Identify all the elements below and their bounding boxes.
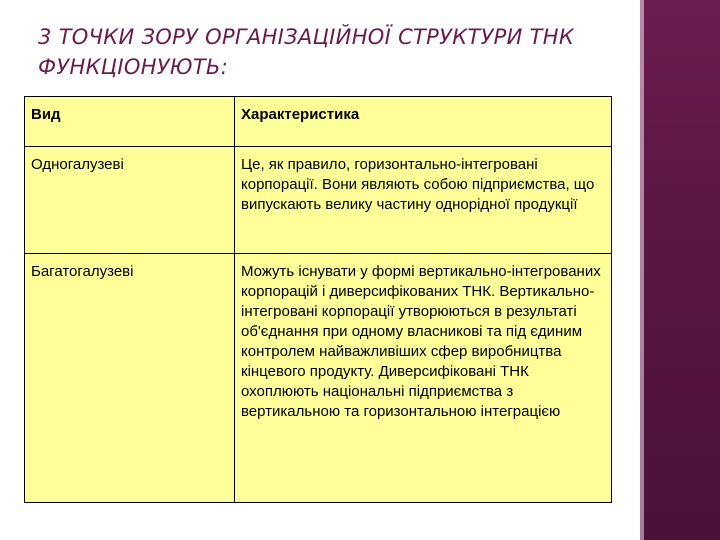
header-kind: Вид bbox=[25, 97, 235, 147]
header-characteristic: Характеристика bbox=[235, 97, 612, 147]
cell-kind: Багатогалузеві bbox=[25, 254, 235, 503]
table-row bbox=[25, 254, 612, 503]
table-header-row bbox=[25, 97, 612, 147]
structure-table bbox=[24, 96, 612, 503]
cell-description: Це, як правило, горизонтально-інтегровані корпорації. Вони являють собою підприємства, що випускають велику частину однорідної продукції bbox=[235, 147, 612, 254]
cell-description: Можуть існувати у формі вертикально-інтегрованих корпорацій і диверсифікованих ТНК. Вертикально-інтегровані корпорації утворюються в результаті об'єднання при одному власникові та під єдиним контролем найважливіших сфер виробництва кінцевого продукту. Диверсифіковані ТНК охоплюють національні підприємства з вертикальною та горизонтальною інтеграцією bbox=[235, 254, 612, 503]
side-band bbox=[644, 0, 720, 540]
table-row bbox=[25, 147, 612, 254]
cell-kind: Одногалузеві bbox=[25, 147, 235, 254]
slide-title: 3 ТОЧКИ ЗОРУ ОРГАНІЗАЦІЙНОЇ СТРУКТУРИ ТНК ФУНКЦІОНУЮТЬ: bbox=[38, 25, 575, 79]
